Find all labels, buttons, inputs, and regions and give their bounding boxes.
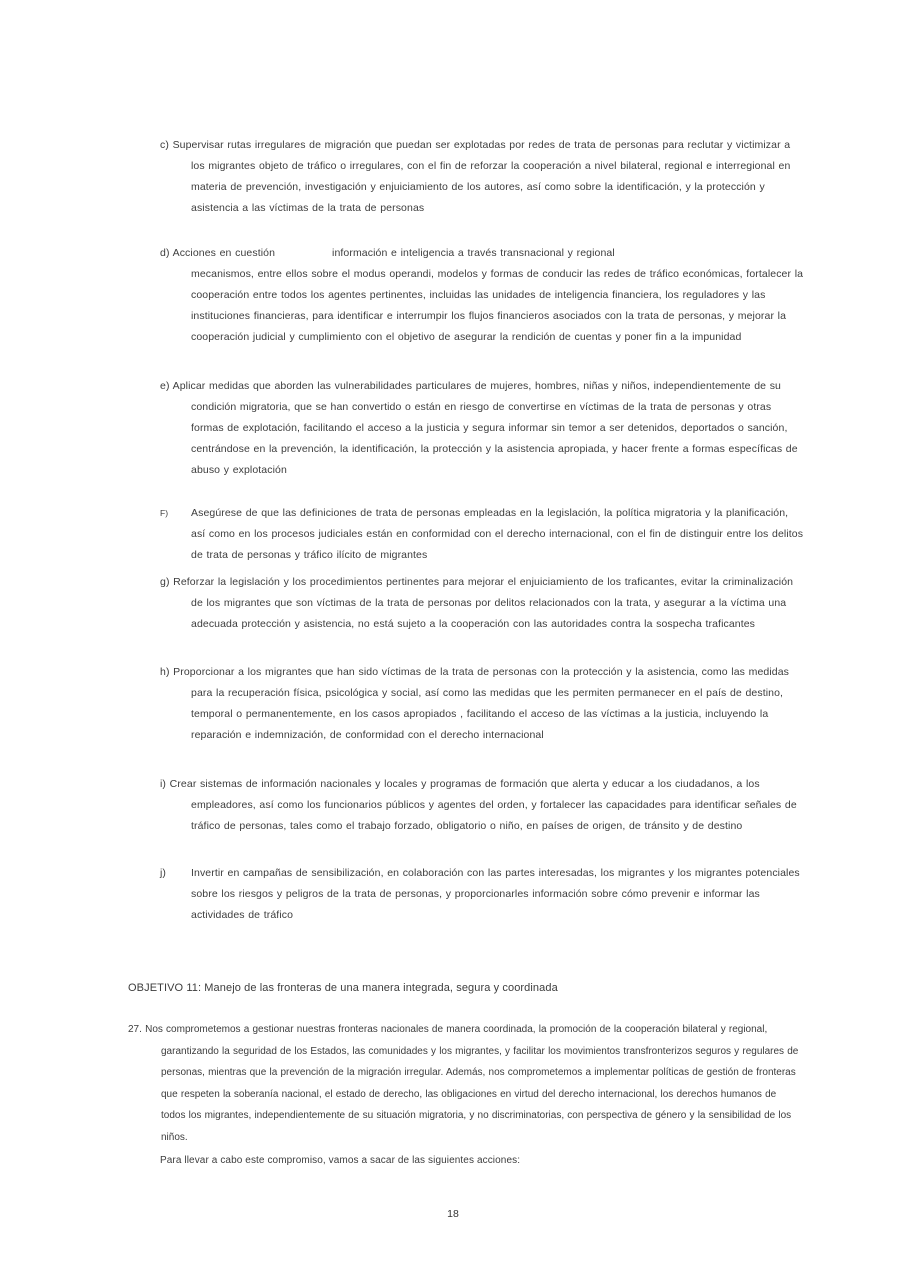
list-item-e: [160, 376, 805, 481]
list-item-i: [160, 774, 805, 837]
item-h-label: h): [160, 666, 170, 678]
item-j-text: Invertir en campañas de sensibilización, en colaboración con las partes interesadas, los migrantes y los migrantes potenciales sobre los riesgos y peligros de la trata de personas, y proporcionarles información sobre cómo prevenir e informar las actividades de tráfico: [191, 867, 800, 921]
item-d-label: d): [160, 247, 170, 259]
list-item-g: [160, 572, 805, 635]
item-d-text: mecanismos, entre ellos sobre el modus operandi, modelos y formas de conducir las redes de tráfico económicas, fortalecer la cooperación entre todos los agentes pertinentes, incluidas las unidades de inteligencia financiera, los reguladores y las instituciones financieras, para identificar e interrumpir los flujos financieros asociados con la trata de personas, y mejorar la cooperación judicial y cumplimiento con el objetivo de asegurar la rendición de cuentas y poner fin a la impunidad: [191, 268, 804, 343]
list-item-d: [160, 243, 805, 348]
list-item-h: [160, 662, 805, 746]
item-e-text: Aplicar medidas que aborden las vulnerabilidades particulares de mujeres, hombres, niñas y niños, independientemente de su condición migratoria, que se han convertido o están en riesgo de convertirse en víctimas de la trata de personas y otras formas de explotación, facilitando el acceso a la justicia y segura informar sin temor a ser detenidos, deportados o sanción, centrándose en la prevención, la identificación, la protección y la asistencia apropiada, y hacer frente a formas específicas de abuso y explotación: [172, 380, 798, 476]
paragraph-27-number: 27.: [128, 1024, 142, 1035]
list-item-j: [160, 863, 805, 926]
list-item-c: [160, 135, 805, 219]
page-number: 18: [447, 1208, 459, 1220]
item-d-lead2-text: información e inteligencia a través transnacional y regional: [332, 247, 615, 259]
item-g-text: Reforzar la legislación y los procedimientos pertinentes para mejorar el enjuiciamiento de los traficantes, evitar la criminalización de los migrantes que son víctimas de la trata de personas por delitos relacionados con la trata, y asegurar a la víctima una adecuada protección y asistencia, no está sujeto a la cooperación con las autoridades contra la sospecha traficantes: [173, 576, 794, 630]
item-e-label: e): [160, 380, 170, 392]
item-d-lead-text: Acciones en cuestión: [172, 247, 276, 259]
closing-line: Para llevar a cabo este compromiso, vamos a sacar de las siguientes acciones:: [160, 1155, 521, 1166]
item-c-label: c): [160, 139, 169, 151]
item-i-text: Crear sistemas de información nacionales y locales y programas de formación que alerta y educar a los ciudadanos, a los empleadores, así como los funcionarios públicos y agentes del orden, y fortalecer las capacidades para identificar señales de tráfico de personas, tales como el trabajo forzado, obligatorio o niño, en países de origen, de tránsito y de destino: [169, 778, 797, 832]
item-f-label: F): [160, 508, 169, 518]
item-i-label: i): [160, 778, 167, 790]
item-f-text: Asegúrese de que las definiciones de trata de personas empleadas en la legislación, la política migratoria y la planificación, así como en los procesos judiciales están en conformidad con el derecho internacional, con el fin de distinguir entre los delitos de trata de personas y tráfico ilícito de migrantes: [191, 507, 804, 561]
objective-11-heading: OBJETIVO 11: Manejo de las fronteras de una manera integrada, segura y coordinada: [128, 982, 558, 994]
item-j-label: j): [160, 867, 167, 879]
item-h-text: Proporcionar a los migrantes que han sido víctimas de la trata de personas con la protección y la asistencia, como las medidas para la recuperación física, psicológica y social, así como las medidas que les permiten permanecer en el país de destino, temporal o permanentemente, en los casos apropiados , facilitando el acceso de las víctimas a la justicia, incluyendo la reparación e indemnización, de conformidad con el derecho internacional: [173, 666, 790, 741]
item-g-label: g): [160, 576, 170, 588]
item-c-text: Supervisar rutas irregulares de migración que puedan ser explotadas por redes de trata de personas para reclutar y victimizar a los migrantes objeto de tráfico o irregulares, con el fin de reforzar la cooperación a nivel bilateral, regional e interregional en materia de prevención, investigación y enjuiciamiento de los autores, así como sobre la identificación, y la protección y asistencia a las víctimas de la trata de personas: [172, 139, 791, 214]
paragraph-27: [128, 1019, 800, 1148]
paragraph-27-text: Nos comprometemos a gestionar nuestras fronteras nacionales de manera coordinada, la promoción de la cooperación bilateral y regional, garantizando la seguridad de los Estados, las comunidades y los migrantes, y facilitar los movimientos transfronterizos seguros y regulares de personas, mientras que la prevención de la migración irregular. Además, nos comprometemos a implementar políticas de gestión de fronteras que respeten la soberanía nacional, el estado de derecho, las obligaciones en virtud del derecho internacional, los derechos humanos de todos los migrantes, independientemente de su situación migratoria, y no discriminatorias, con perspectiva de género y la sensibilidad de los niños.: [145, 1024, 799, 1143]
list-item-f: [160, 503, 805, 566]
